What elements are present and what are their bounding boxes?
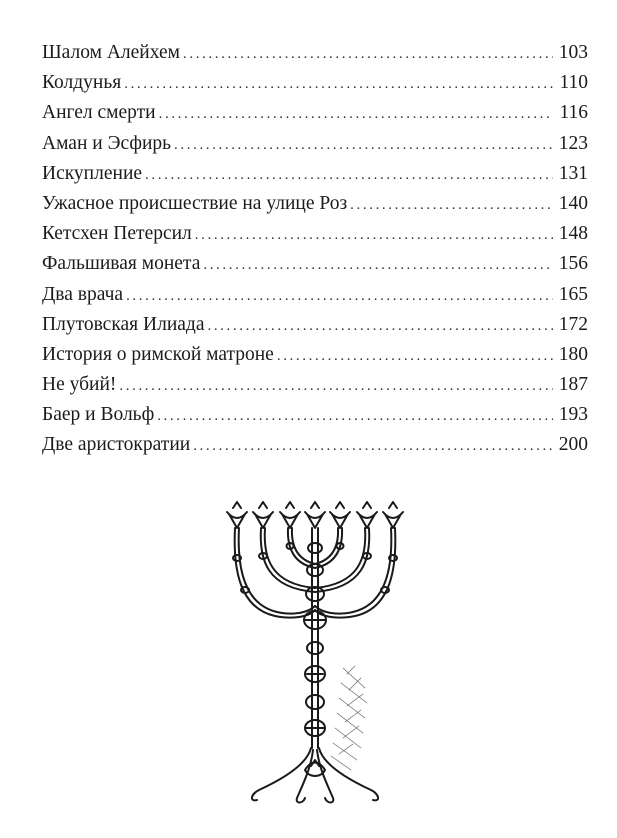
toc-entry[interactable] [42, 249, 588, 279]
toc-entry[interactable] [42, 98, 588, 128]
toc-entry[interactable] [42, 370, 588, 400]
toc-entry[interactable] [42, 189, 588, 219]
toc-entry-page: 103 [558, 42, 588, 63]
dot-leader [207, 311, 552, 341]
toc-entry-title: Две аристократии [42, 434, 191, 456]
toc-entry[interactable] [42, 310, 588, 340]
toc-entry-page: 193 [558, 404, 588, 426]
toc-entry-title: Искупление [42, 162, 143, 184]
dot-leader [157, 401, 553, 431]
toc-entry-title: Не убий! [42, 374, 117, 396]
toc-entry-title: Фальшивая монета [42, 253, 201, 275]
toc-entry-page: 187 [558, 374, 588, 396]
dot-leader [119, 371, 552, 401]
toc-entry-page: 123 [558, 132, 588, 154]
table-of-contents [42, 38, 588, 461]
toc-entry-title: Два врача [42, 283, 124, 305]
toc-entry-page: 116 [559, 102, 588, 124]
toc-entry[interactable] [42, 400, 588, 430]
dot-leader [195, 220, 553, 250]
toc-entry[interactable] [42, 340, 588, 370]
dot-leader [277, 341, 553, 371]
toc-entry[interactable] [42, 129, 588, 159]
toc-entry[interactable] [42, 38, 588, 68]
toc-entry-title: Ангел смерти [42, 102, 156, 124]
toc-entry-page: 165 [558, 283, 588, 305]
toc-entry-title: Баер и Вольф [42, 404, 155, 426]
dot-leader [203, 250, 552, 280]
dot-leader [350, 190, 553, 220]
toc-entry-title: Ужасное происшествие на улице Роз [42, 192, 348, 214]
dot-leader [145, 160, 553, 190]
toc-entry-page: 131 [558, 162, 588, 184]
toc-entry-title: Кетсхен Петерсил [42, 223, 192, 245]
toc-entry-page: 140 [558, 192, 588, 214]
toc-entry-title: Колдунья [42, 72, 122, 94]
toc-entry-page: 156 [558, 253, 588, 275]
dot-leader [124, 69, 553, 99]
toc-entry[interactable] [42, 159, 588, 189]
toc-entry[interactable] [42, 68, 588, 98]
dot-leader [126, 281, 553, 311]
menorah-icon [215, 498, 415, 818]
dot-leader [193, 431, 553, 461]
toc-entry[interactable] [42, 430, 588, 460]
toc-entry-page: 180 [558, 343, 588, 365]
toc-entry-page: 110 [559, 72, 588, 94]
toc-entry-title: История о римской матроне [42, 343, 274, 365]
toc-entry-page: 200 [558, 434, 588, 456]
dot-leader [183, 39, 553, 69]
toc-entry[interactable] [42, 219, 588, 249]
dot-leader [174, 130, 553, 160]
toc-entry-title: Шалом Алейхем [42, 42, 180, 63]
toc-entry[interactable] [42, 280, 588, 310]
dot-leader [159, 99, 554, 129]
toc-entry-title: Аман и Эсфирь [42, 132, 172, 154]
toc-entry-page: 148 [558, 223, 588, 245]
toc-entry-page: 172 [558, 313, 588, 335]
toc-entry-title: Плутовская Илиада [42, 313, 205, 335]
